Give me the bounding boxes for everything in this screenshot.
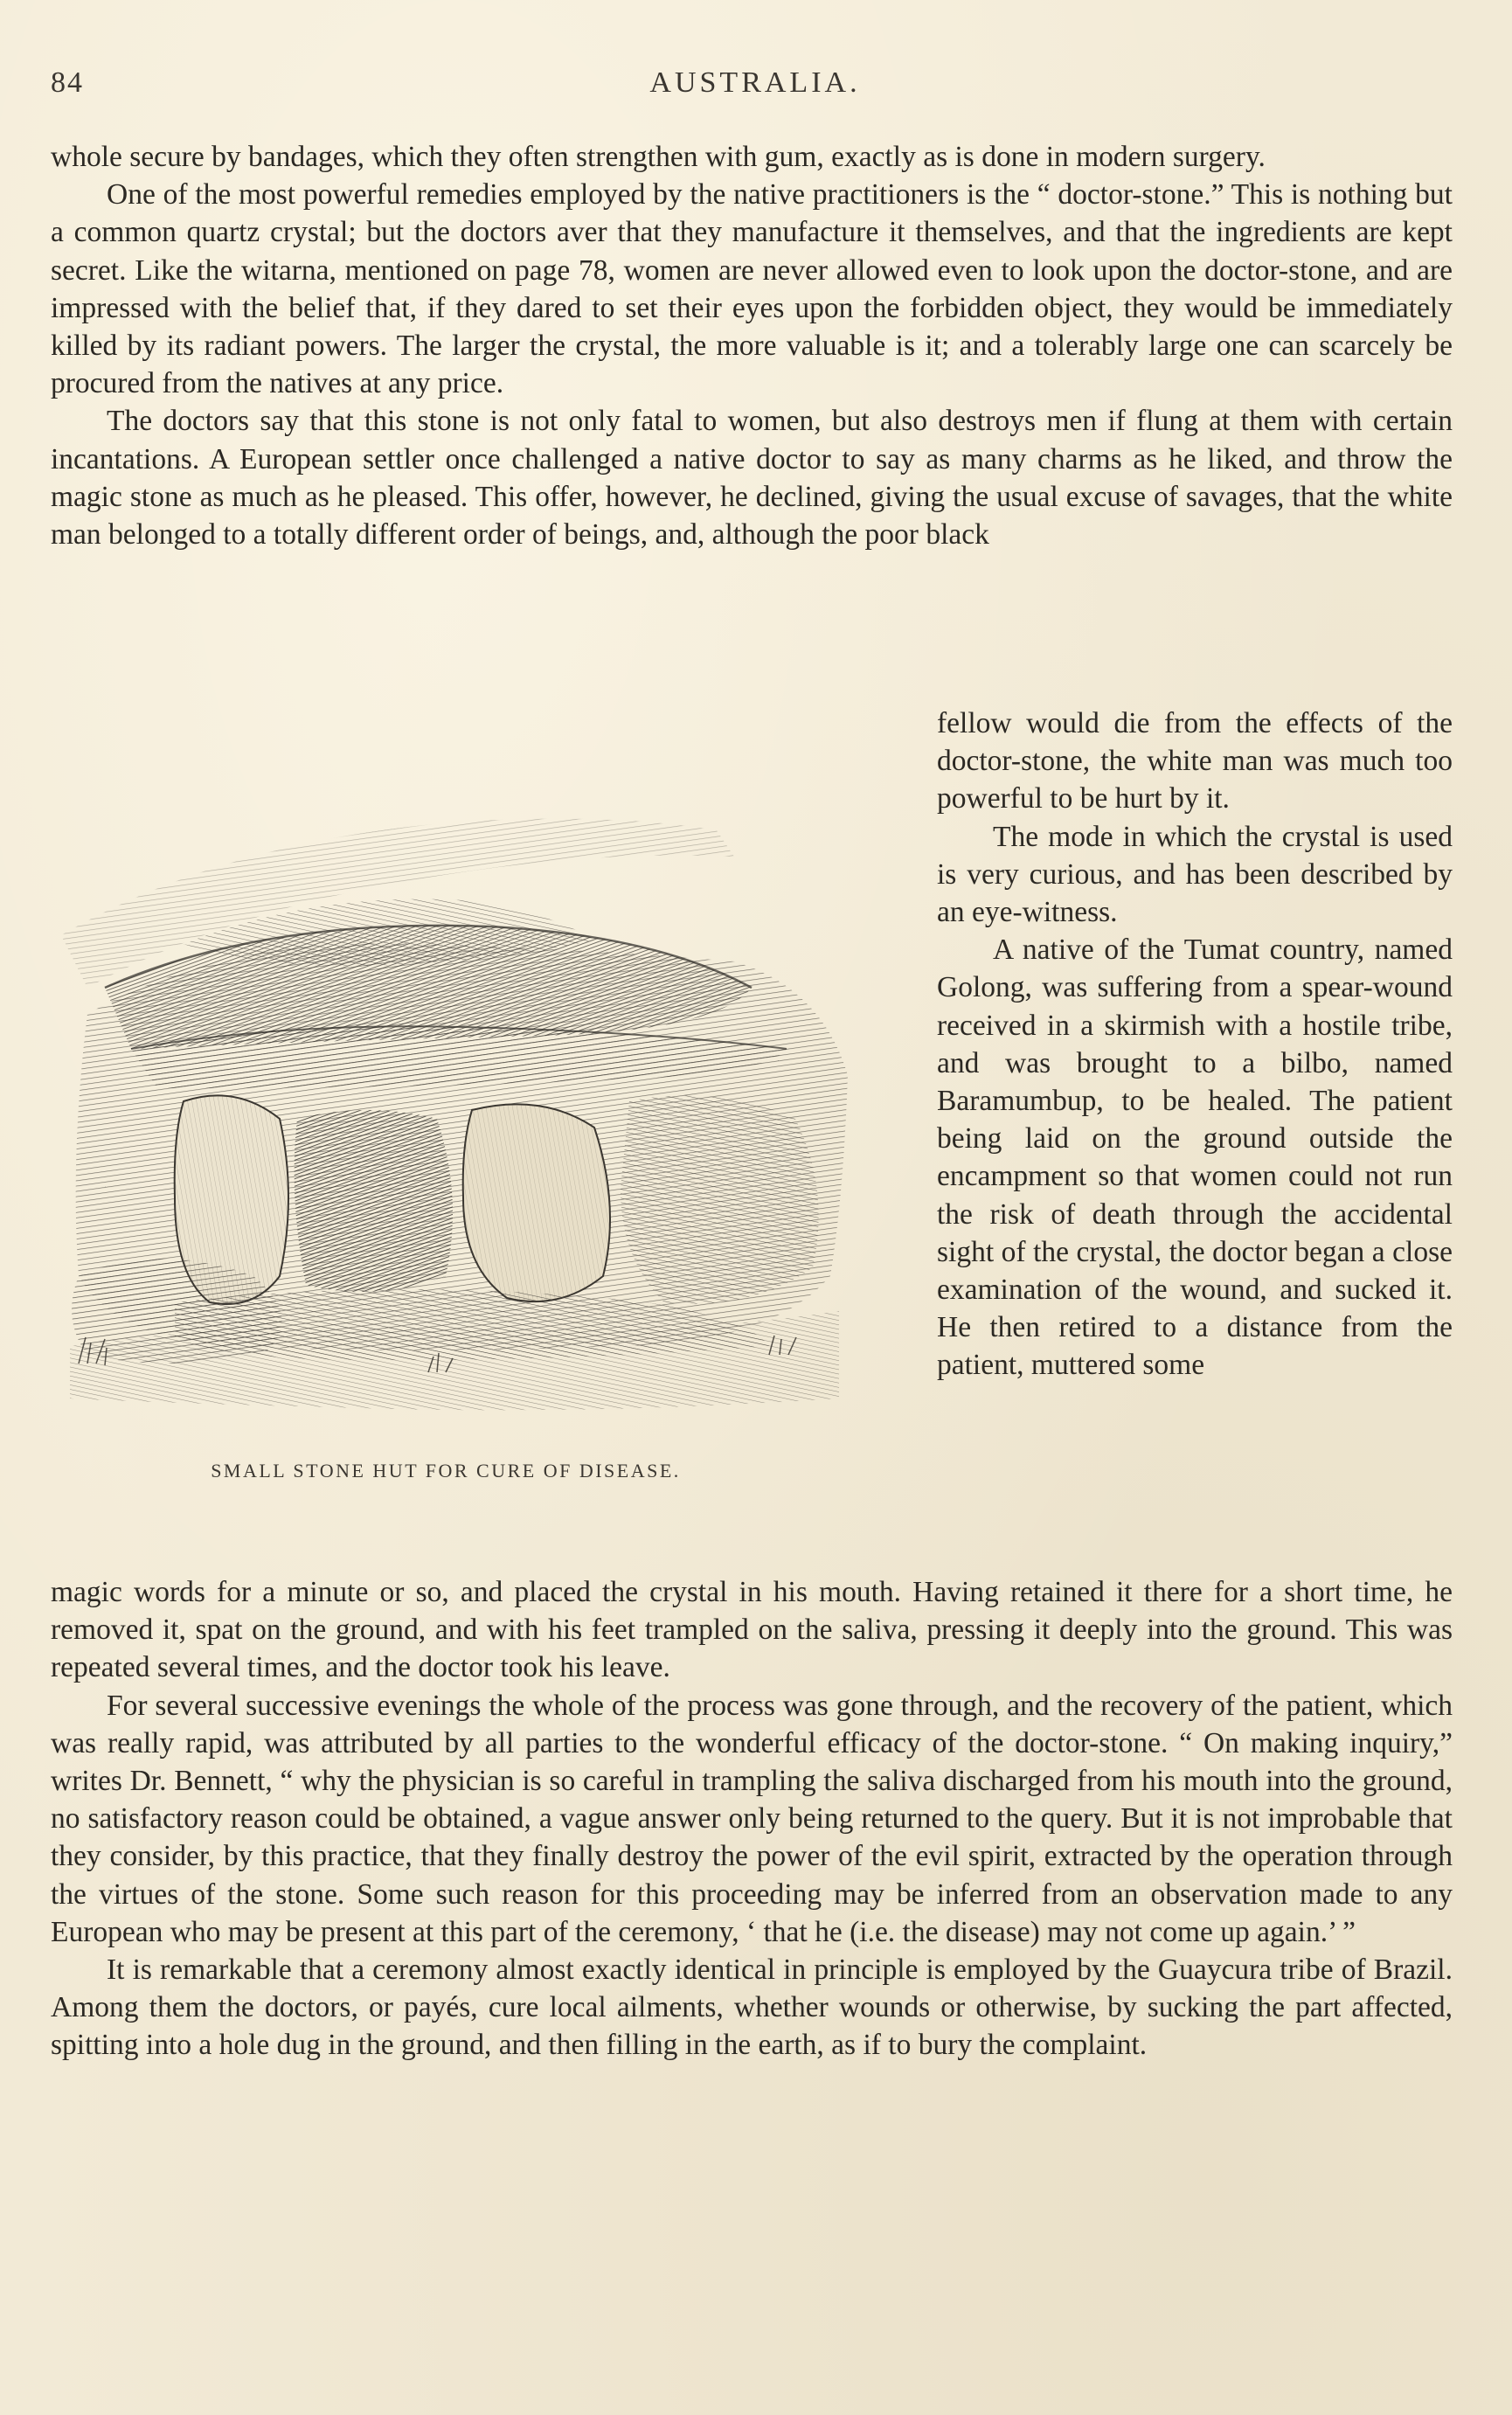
text-block-bottom xyxy=(51,1573,1453,2065)
paragraph: magic words for a minute or so, and placed the crystal in his mouth. Having retained it there for a short time, he removed it, spat on the ground, and with his feet trampled on the saliva, pressing it deeply into the ground. This was repeated several times, and the doctor took his leave. xyxy=(51,1576,1453,1684)
text-block-side xyxy=(937,704,1453,1384)
page-title: AUSTRALIA. xyxy=(649,66,861,99)
stone-hut-illustration xyxy=(52,787,857,1486)
paragraph: fellow would die from the effects of the doctor-stone, the white man was much too powerful to be hurt by it. xyxy=(937,707,1453,815)
stone-hut-engraving xyxy=(52,787,857,1468)
paragraph: It is remarkable that a ceremony almost exactly identical in principle is employed by the Guaycura tribe of Brazil. Among them the doctors, or payés, cure local ailments, whether wounds or otherwise, by sucking the part affected, spitting into a hole dug in the ground, and then filling in the earth, as if to bury the complaint. xyxy=(51,1954,1453,2062)
paragraph: The doctors say that this stone is not only fatal to women, but also destroys men if flung at them with certain incantations. A European settler once challenged a native doctor to say as many charms as he liked, and throw the magic stone as much as he pleased. This offer, however, he declined, giving the usual excuse of savages, that the white man belonged to a totally different order of beings, and, although the poor black xyxy=(51,405,1453,552)
paragraph: A native of the Tumat country, named Golong, was suffering from a spear-wound received in a skirmish with a hostile tribe, and was brought to a bilbo, named Baramumbup, to be healed. The patient being laid on the ground outside the encampment so that women could not run the risk of death through the accidental sight of the crystal, the doctor began a close examination of the wound, and sucked it. He then retired to a distance from the patient, muttered some xyxy=(937,933,1453,1382)
paragraph: For several successive evenings the whole of the process was gone through, and the recovery of the patient, which was really rapid, was attributed by all parties to the wonderful efficacy of the doctor-stone. “ On making inquiry,” writes Dr. Bennett, “ why the physician is so careful in trampling the saliva discharged from his mouth into the ground, no satisfactory reason could be obtained, a vague answer only being returned to the query. But it is not improbable that they consider, by this practice, that they finally destroy the power of the evil spirit, extracted by the operation through the virtues of the stone. Some such reason for this proceeding may be inferred from an observation made to any European who may be present at this part of the ceremony, ‘ that he (i.e. the disease) may not come up again.’ ” xyxy=(51,1689,1453,1948)
paragraph: whole secure by bandages, which they often strengthen with gum, exactly as is done in modern surgery. xyxy=(51,141,1266,173)
paragraph: The mode in which the crystal is used is very curious, and has been described by an eye-witness. xyxy=(937,820,1453,929)
running-head xyxy=(51,66,1460,105)
text-block-top xyxy=(51,138,1453,553)
figure-caption: SMALL STONE HUT FOR CURE OF DISEASE. xyxy=(211,1460,681,1482)
paragraph: One of the most powerful remedies employed by the native practitioners is the “ doctor-stone.” This is nothing but a common quartz crystal; but the doctors aver that they manufacture it themselves, and that the ingredients are kept secret. Like the witarna, mentioned on page 78, women are never allowed even to look upon the doctor-stone, and are impressed with the belief that, if they dared to set their eyes upon the forbidden object, they would be immediately killed by its radiant powers. The larger the crystal, the more valuable is it; and a tolerably large one can scarcely be procured from the natives at any price. xyxy=(51,178,1453,400)
page-number: 84 xyxy=(51,66,84,99)
